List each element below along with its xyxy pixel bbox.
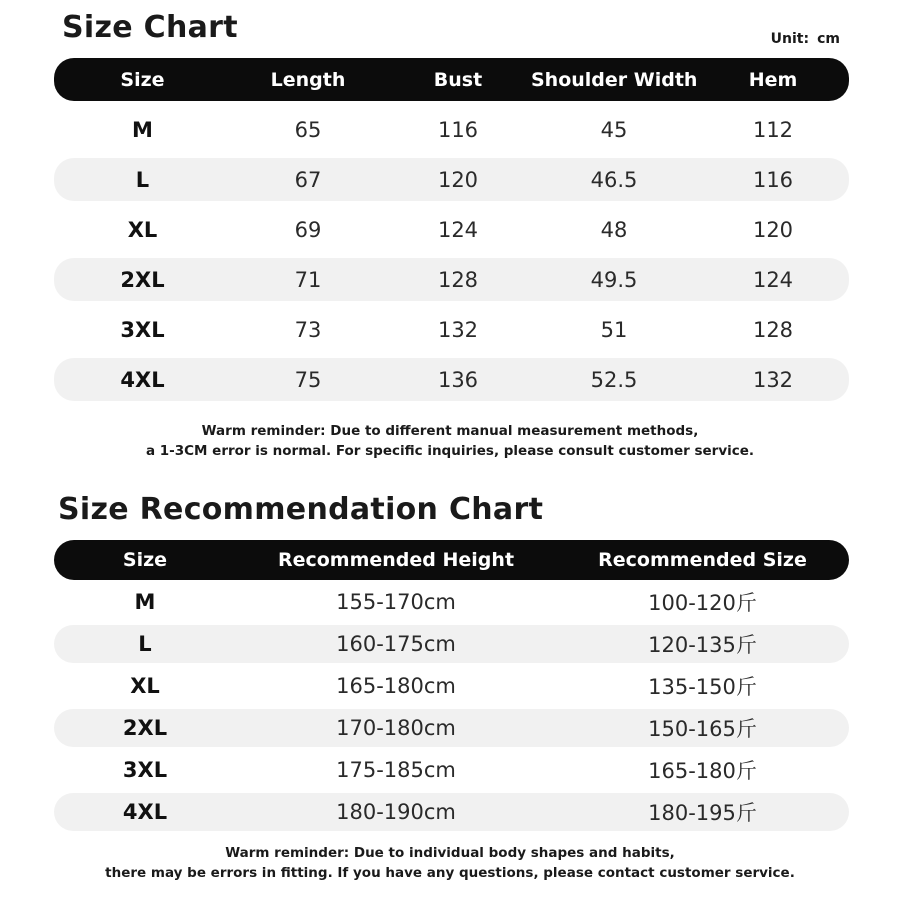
reminder-line: Warm reminder: Due to individual body shapes and habits, — [225, 845, 675, 861]
size-cell: 4XL — [122, 800, 168, 824]
bust-cell: 124 — [437, 217, 479, 242]
header-size: Size — [120, 68, 165, 91]
size-cell: XL — [130, 674, 160, 698]
unit-label — [771, 31, 840, 47]
header-recommended-height: Recommended Height — [277, 549, 515, 571]
hem-cell: 116 — [752, 167, 794, 192]
size-cell: XL — [127, 217, 158, 242]
recommended-height-cell: 165-180cm — [336, 674, 456, 698]
shoulder-width-cell: 49.5 — [590, 267, 638, 292]
recommended-size-cell: 100-120斤 — [648, 591, 757, 615]
hem-cell: 132 — [752, 367, 794, 392]
size-cell: M — [134, 590, 156, 614]
size-cell: 4XL — [120, 367, 165, 392]
length-cell: 67 — [294, 167, 322, 192]
hem-cell: 128 — [752, 317, 794, 342]
size-cell: M — [132, 117, 153, 142]
table-row — [54, 751, 849, 789]
recommendation-chart-reminder — [0, 843, 900, 883]
length-cell: 73 — [294, 317, 322, 342]
reminder-line: there may be errors in fitting. If you have any questions, please contact customer service. — [105, 865, 795, 881]
table-row — [54, 108, 849, 151]
bust-cell: 120 — [437, 167, 479, 192]
table-row — [54, 358, 849, 401]
bust-cell: 128 — [437, 267, 479, 292]
recommended-size-cell: 120-135斤 — [648, 633, 757, 657]
recommended-height-cell: 160-175cm — [336, 632, 456, 656]
size-cell: L — [138, 632, 152, 656]
hem-cell: 120 — [752, 217, 794, 242]
recommended-height-cell: 180-190cm — [336, 800, 456, 824]
size-chart-title: Size Chart — [62, 10, 238, 45]
header-hem: Hem — [748, 68, 798, 91]
table-row — [54, 158, 849, 201]
length-cell: 69 — [294, 217, 322, 242]
header-bust: Bust — [433, 68, 483, 91]
shoulder-width-cell: 46.5 — [590, 167, 638, 192]
unit-label-text: Unit: — [770, 31, 810, 47]
size-cell: 3XL — [122, 758, 168, 782]
size-cell: 2XL — [120, 267, 165, 292]
header-length: Length — [270, 68, 346, 91]
reminder-line: Warm reminder: Due to different manual measurement methods, — [201, 423, 699, 439]
header-shoulder-width: Shoulder Width — [531, 68, 698, 91]
table-row — [54, 208, 849, 251]
bust-cell: 136 — [437, 367, 479, 392]
recommended-height-cell: 155-170cm — [336, 590, 456, 614]
table-row — [54, 667, 849, 705]
size-cell: 2XL — [122, 716, 168, 740]
table-row — [54, 258, 849, 301]
recommended-size-cell: 165-180斤 — [648, 759, 757, 783]
recommended-height-cell: 170-180cm — [336, 716, 456, 740]
shoulder-width-cell: 45 — [600, 117, 628, 142]
recommendation-chart-table — [54, 540, 849, 835]
bust-cell: 132 — [437, 317, 479, 342]
recommended-height-cell: 175-185cm — [336, 758, 456, 782]
recommendation-header-row — [54, 540, 849, 580]
size-chart-header-row — [54, 58, 849, 101]
size-chart-reminder — [0, 421, 900, 461]
hem-cell: 112 — [752, 117, 794, 142]
table-row — [54, 709, 849, 747]
table-row — [54, 308, 849, 351]
recommendation-chart-title: Size Recommendation Chart — [58, 492, 544, 527]
reminder-line: a 1-3CM error is normal. For specific inquiries, please consult customer service. — [145, 443, 755, 459]
shoulder-width-cell: 52.5 — [590, 367, 638, 392]
size-cell: 3XL — [120, 317, 165, 342]
recommended-size-cell: 135-150斤 — [648, 675, 757, 699]
header-size: Size — [122, 549, 168, 571]
recommended-size-cell: 150-165斤 — [648, 717, 757, 741]
length-cell: 71 — [294, 267, 322, 292]
bust-cell: 116 — [437, 117, 479, 142]
unit-value: cm — [817, 31, 840, 47]
length-cell: 75 — [294, 367, 322, 392]
table-row — [54, 625, 849, 663]
shoulder-width-cell: 48 — [600, 217, 628, 242]
header-recommended-size: Recommended Size — [598, 549, 807, 571]
size-chart-table — [54, 58, 849, 408]
length-cell: 65 — [294, 117, 322, 142]
table-row — [54, 583, 849, 621]
size-cell: L — [135, 167, 150, 192]
shoulder-width-cell: 51 — [600, 317, 628, 342]
hem-cell: 124 — [752, 267, 794, 292]
table-row — [54, 793, 849, 831]
recommended-size-cell: 180-195斤 — [648, 801, 757, 825]
